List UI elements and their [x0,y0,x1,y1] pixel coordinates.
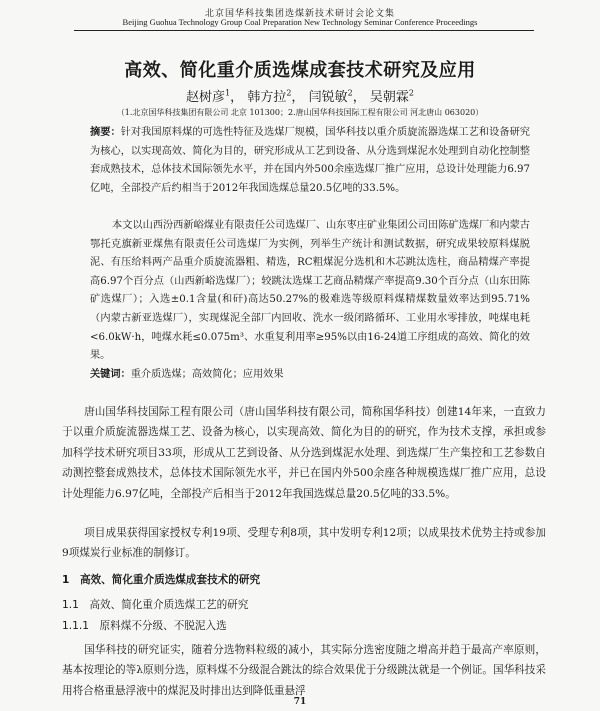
body-text: 国华科技的研究证实，随着分选物料粒级的减小，其实际分选密度随之增高并趋于最高产率原则，基本按理论的等λ原则分选，原料煤不分级混合跳汰的综合效果优于分级跳汰就是一个例证。国华科技采用将合格重悬浮液中的煤泥及时排出达到降低重悬浮 [62,644,546,697]
abstract-paragraph-2 [90,217,530,366]
body-paragraph [62,523,546,564]
author: 赵树彦$^1$， [186,88,244,105]
body-text: 唐山国华科技国际工程有限公司（唐山国华科技有限公司，简称国华科技）创建14年来，一直致力于以重介质旋流器选煤工艺、设备为核心，以实现高效、简化为目的的研究，作为技术支撑，承担或参加科学技术研究项目33项，形成从工艺到设备、从分选到煤泥水处理、到选煤厂生产集控和工艺参数自动测控整套成熟技术，总体技术国际领先水平，并已在国内外500余座各种规模选煤厂推广应用，总设计处理能力6.97亿吨，全部投产后相当于2012年我国选煤总量20.5亿吨的33.5%。 [62,406,546,500]
author: 韩方拉$^2$， [247,88,305,105]
abstract-paragraph [90,124,530,198]
page-number: 71 [293,697,307,707]
section-heading: 1 高效、简化重介质选煤成套技术的研究 [62,574,261,586]
affiliation: （1.北京国华科技集团有限公司 北京 101300；2.唐山国华科技国际工程有限公司 河北唐山 063020） [116,108,484,117]
running-header-en: Beijing Guohua Technology Group Coal Preparation New Technology Seminar Conference Proceedings [122,17,478,27]
abstract-label: 摘要： [90,127,121,138]
keywords-text: 重介质选煤；高效简化；应用效果 [130,369,284,380]
running-header-cn: 北京国华科技集团选煤新技术研讨会论文集 [204,9,395,19]
keywords [90,365,530,380]
abstract-text: 针对我国原料煤的可选性特征及选煤厂规模，国华科技以重介质旋流器选煤工艺和设备研究为核心，以实现高效、简化为目的，研究形成从工艺到设备、从分选到煤泥水处理到自动化控制整套成熟技术，总体技术国际领先水平，并在国内外500余座选煤厂推广应用，总设计处理能力6.97亿吨，全部投产后约相当于2012年我国选煤总量20.5亿吨的33.5%。 [90,127,530,194]
body-paragraph [62,402,546,504]
subsubsection-heading: 1.1.1 原料煤不分级、不脱泥入选 [62,620,227,632]
author: 吴朝霖$^2$ [369,88,414,105]
keywords-label: 关键词： [90,369,131,380]
author-list [0,86,600,105]
header-rule [74,30,534,31]
author: 闫锐敏$^2$， [308,88,366,105]
paper-title: 高效、简化重介质选煤成套技术研究及应用 [124,60,476,81]
body-paragraph [62,640,546,701]
subsection-heading: 1.1 高效、简化重介质选煤工艺的研究 [62,599,249,611]
body-text: 项目成果获得国家授权专利19项、受理专利8项，其中发明专利12项；以成果技术优势主持或参加9项煤炭行业标准的制修订。 [62,527,546,560]
abstract-text-2: 本文以山西汾西新峪煤业有限责任公司选煤厂、山东枣庄矿业集团公司田陈矿选煤厂和内蒙古鄂托克旗新亚煤焦有限责任公司选煤厂为实例，列举生产统计和测试数据，研究成果较原料煤脱泥、有压给料两产品重介质旋流器粗、精选，RC粗煤泥分选机和木芯跳汰选柱，商品精煤产率提高6.97个百分点（山西新峪选煤厂）；较跳汰选煤工艺商品精煤产率提高9.30个百分点（山东田陈矿选煤厂）；入选±0.1含量(和矸)高达50.27%的极难选等级原料煤精煤数量效率达到95.71%（内蒙古新亚选煤厂），实现煤泥全部厂内回收、洗水一级闭路循环、工业用水零排放，吨煤电耗<6.0kW·h，吨煤水耗≤0.075m³、水重复利用率≥95%以由16-24道工序组成的高效、简化的效果。 [90,220,530,362]
